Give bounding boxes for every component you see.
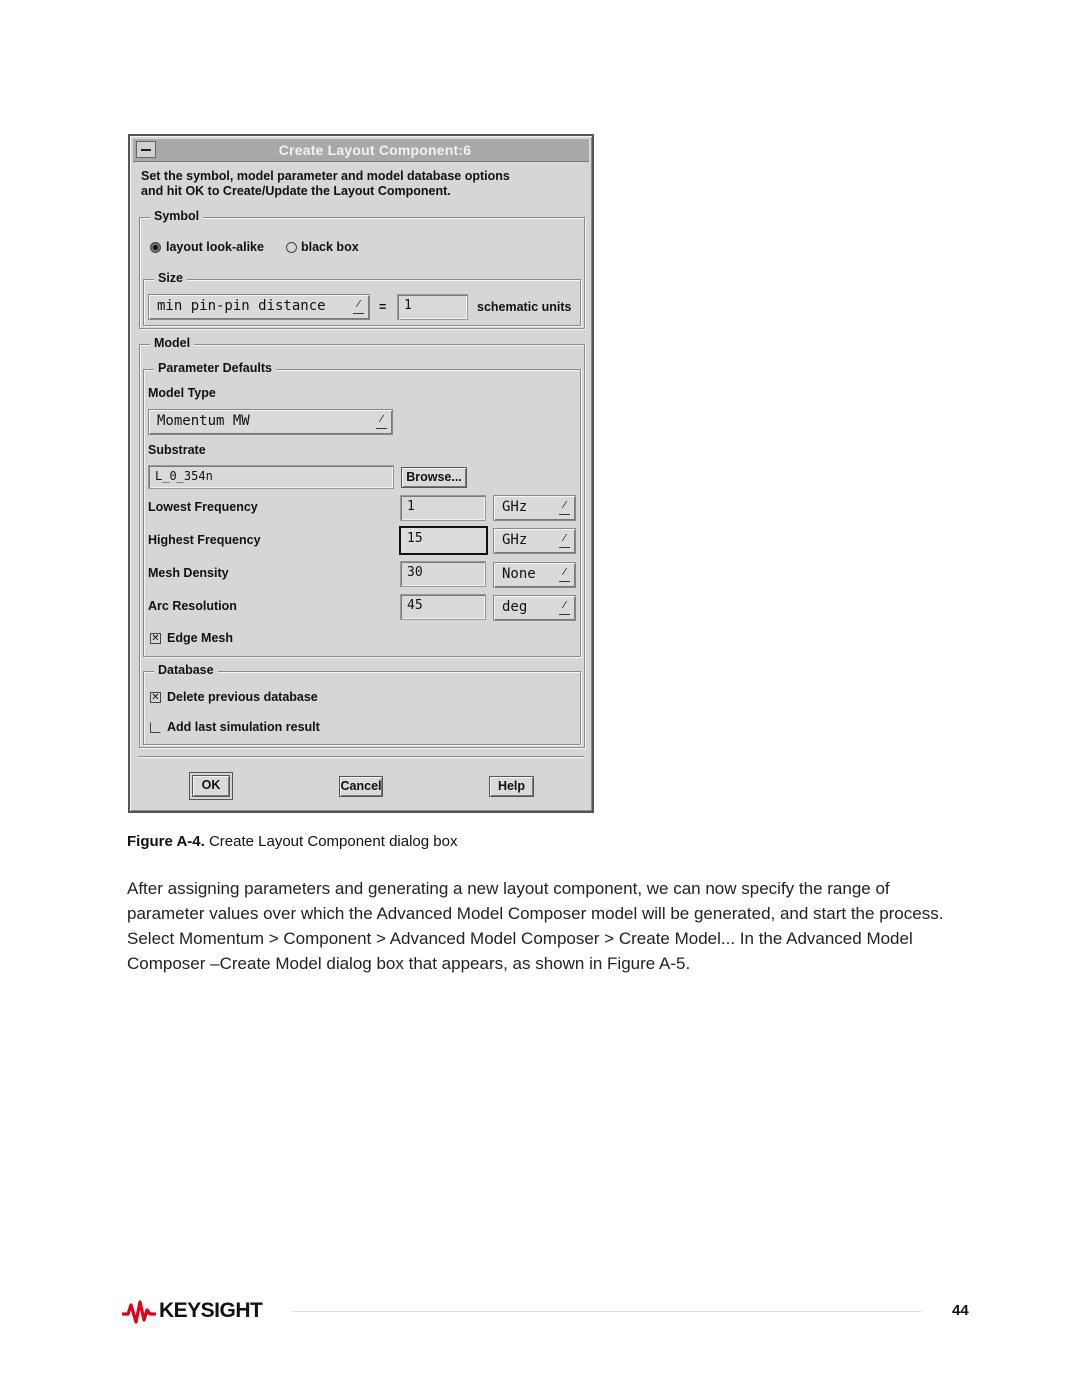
size-units-label: schematic units — [477, 300, 572, 314]
lowest-frequency-unit-dropdown[interactable] — [493, 495, 576, 521]
body-paragraph: After assigning parameters and generating a new layout component, we can now specify the range of parameter values over which the Advanced Model Composer model will be generated, and start the process. Select Momentum > Component > Advanced Model Composer > Create Model... In the Advanced Model Composer –Create Model dialog box that appears, as shown in Figure A-5. — [127, 879, 944, 973]
dialog-instructions — [141, 169, 510, 199]
edge-mesh-label[interactable]: Edge Mesh — [167, 631, 233, 645]
lowest-frequency-label: Lowest Frequency — [148, 500, 258, 514]
figure-caption-text: Create Layout Component dialog box — [204, 833, 458, 850]
delete-previous-database-checkbox[interactable]: ✕ — [151, 692, 160, 703]
highest-frequency-input[interactable]: 15 — [399, 526, 488, 555]
substrate-label: Substrate — [148, 443, 206, 457]
size-mode-value: min pin-pin distance — [157, 298, 326, 314]
cancel-button[interactable]: Cancel — [339, 776, 383, 797]
size-mode-dropdown[interactable] — [148, 294, 370, 320]
browse-button[interactable]: Browse... — [401, 467, 467, 488]
size-value-input[interactable]: 1 — [397, 294, 468, 320]
mesh-density-input[interactable]: 30 — [400, 561, 486, 587]
radio-layout-lookalike[interactable] — [150, 242, 161, 253]
keysight-wave-icon — [122, 1298, 156, 1326]
instructions-line-2: and hit OK to Create/Update the Layout Component. — [141, 184, 451, 198]
model-group — [139, 336, 585, 748]
radio-black-box[interactable] — [286, 242, 297, 253]
parameter-defaults-legend: Parameter Defaults — [154, 361, 276, 375]
delete-previous-database-label[interactable]: Delete previous database — [167, 690, 318, 704]
arc-resolution-unit-dropdown[interactable] — [493, 595, 576, 621]
window-menu-button[interactable] — [136, 141, 156, 158]
dropdown-arrow-icon: ⁄ — [559, 600, 570, 615]
dropdown-arrow-icon: ⁄ — [559, 533, 570, 548]
lowest-frequency-input[interactable]: 1 — [400, 495, 486, 521]
highest-frequency-label: Highest Frequency — [148, 533, 261, 547]
model-type-dropdown[interactable] — [148, 409, 393, 435]
dropdown-arrow-icon: ⁄ — [559, 500, 570, 515]
minus-icon — [141, 149, 151, 151]
arc-resolution-label: Arc Resolution — [148, 599, 237, 613]
highest-frequency-unit: GHz — [502, 532, 528, 548]
arc-resolution-unit: deg — [502, 599, 528, 615]
model-type-label: Model Type — [148, 386, 216, 400]
symbol-legend: Symbol — [150, 209, 203, 223]
button-separator — [138, 756, 584, 758]
database-group — [143, 663, 581, 745]
page-number: 44 — [952, 1302, 969, 1319]
size-equals-sign: = — [379, 300, 387, 314]
dialog-titlebar[interactable] — [133, 139, 589, 162]
dropdown-arrow-icon: ⁄ — [376, 414, 387, 429]
mesh-density-unit-dropdown[interactable] — [493, 562, 576, 588]
model-legend: Model — [150, 336, 194, 350]
add-last-simulation-checkbox[interactable] — [150, 722, 161, 733]
add-last-simulation-label[interactable]: Add last simulation result — [167, 720, 320, 734]
arc-resolution-input[interactable]: 45 — [400, 594, 486, 620]
substrate-input[interactable]: L_0_354n — [148, 465, 394, 489]
highest-frequency-unit-dropdown[interactable] — [493, 528, 576, 554]
edge-mesh-checkbox[interactable]: ✕ — [151, 633, 160, 644]
instructions-line-1: Set the symbol, model parameter and model database options — [141, 169, 510, 183]
dropdown-arrow-icon: ⁄ — [353, 299, 364, 314]
radio-layout-lookalike-label[interactable]: layout look-alike — [166, 240, 264, 254]
dialog-title: Create Layout Component:6 — [278, 142, 472, 158]
dropdown-arrow-icon: ⁄ — [559, 567, 570, 582]
figure-label: Figure A-4. — [127, 833, 205, 850]
radio-black-box-label[interactable]: black box — [301, 240, 359, 254]
keysight-wordmark: KEYSIGHT — [159, 1299, 263, 1322]
model-type-value: Momentum MW — [157, 413, 250, 429]
database-legend: Database — [154, 663, 218, 677]
mesh-density-label: Mesh Density — [148, 566, 229, 580]
size-legend: Size — [154, 271, 187, 285]
ok-button[interactable]: OK — [192, 775, 230, 797]
parameter-defaults-group — [143, 361, 581, 657]
footer-divider — [292, 1311, 922, 1312]
figure-caption — [127, 833, 457, 850]
symbol-group — [139, 209, 585, 329]
mesh-density-unit: None — [502, 566, 536, 582]
size-group — [143, 271, 581, 326]
help-button[interactable]: Help — [489, 776, 534, 797]
lowest-frequency-unit: GHz — [502, 499, 528, 515]
create-layout-component-dialog — [128, 134, 594, 813]
